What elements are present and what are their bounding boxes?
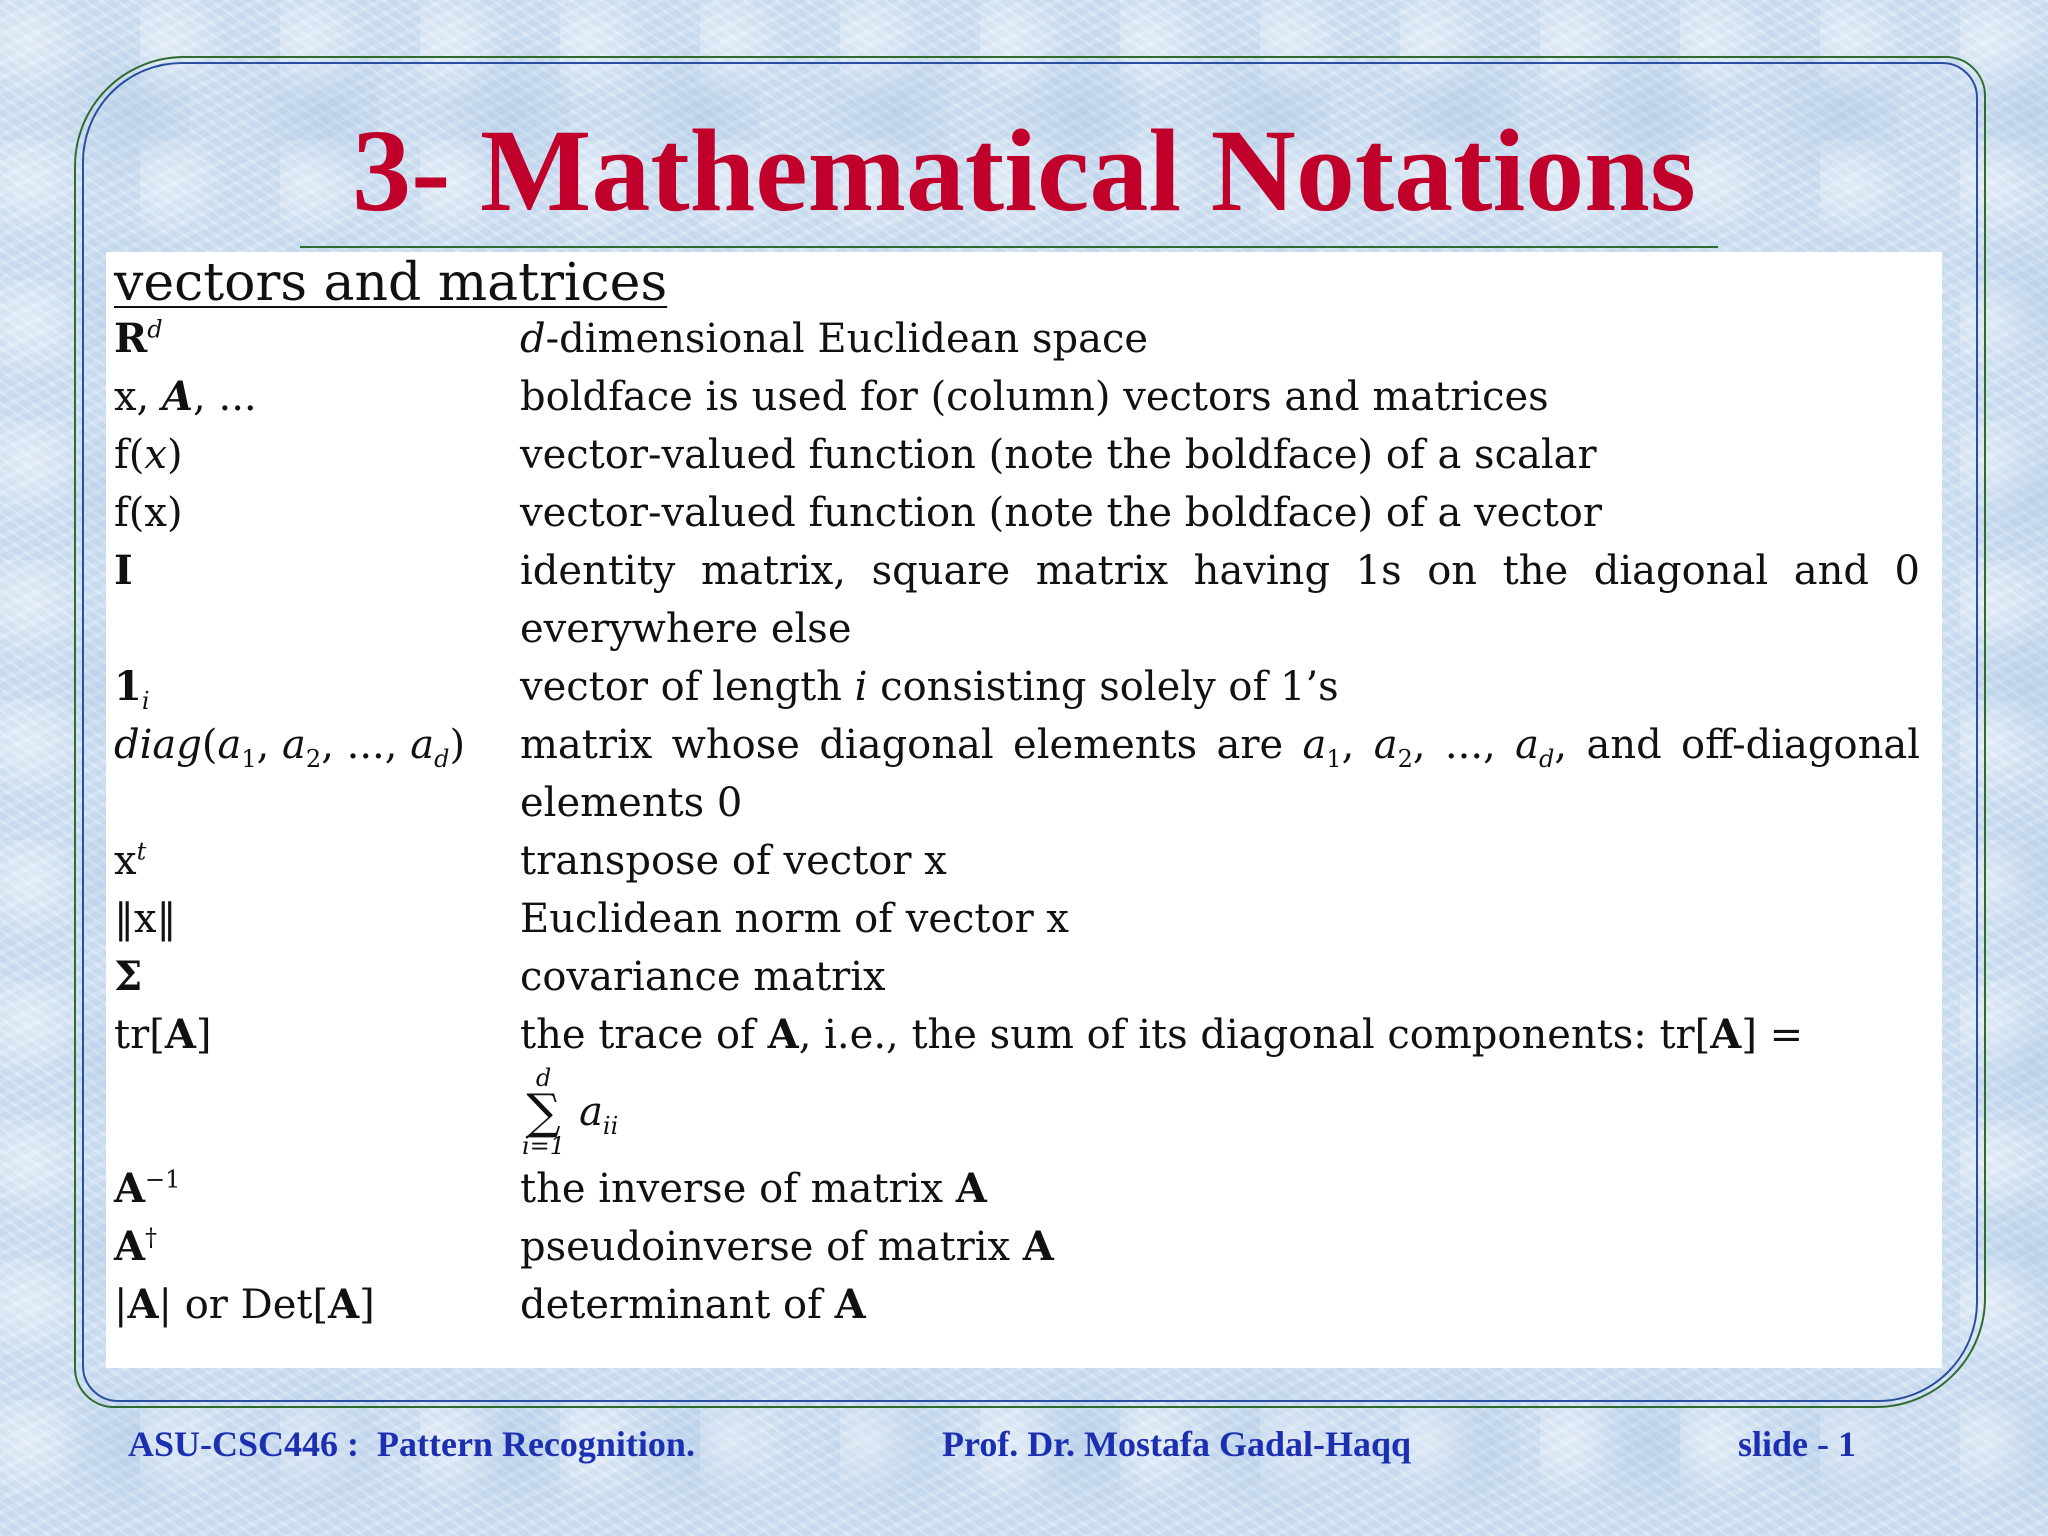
notation-description: vector of length i consisting solely of 1’s xyxy=(520,664,1339,710)
notation-description: matrix whose diagonal elements are $a_1$, $a_2$, ..., $a_d$, and off-diagonal elements 0 xyxy=(520,722,1920,826)
notation-row xyxy=(114,716,1926,832)
notation-symbol: $A^{-1}$ xyxy=(114,1165,181,1212)
notation-description: covariance matrix xyxy=(520,954,886,1000)
notation-symbol: f(x) xyxy=(114,432,183,478)
notation-symbol: I xyxy=(114,547,133,594)
notation-row xyxy=(114,484,1926,542)
slide-title: 3- Mathematical Notations xyxy=(352,105,1696,236)
title-underline xyxy=(300,246,1718,248)
notation-row xyxy=(114,1160,1926,1218)
notation-description: the inverse of matrix A xyxy=(520,1165,987,1212)
notation-row xyxy=(114,542,1926,658)
notation-symbol: $R^d$ xyxy=(114,315,163,362)
notation-symbol: A† xyxy=(114,1223,158,1270)
notation-description: boldface is used for (column) vectors and matrices xyxy=(520,374,1549,420)
notation-table xyxy=(106,252,1942,1368)
notation-symbol: ‖x‖ xyxy=(114,896,177,942)
notation-description: pseudoinverse of matrix A xyxy=(520,1223,1054,1270)
notation-symbol: $diag(a_1$, $a_2$, ..., $a_d$) xyxy=(114,722,466,773)
footer-slide-number: slide - 1 xyxy=(1738,1424,1857,1464)
notation-symbol: f(x) xyxy=(114,490,183,536)
notation-row xyxy=(114,310,1926,368)
summation: d ∑ i=1 xyxy=(522,1064,566,1160)
notation-description: Euclidean norm of vector x xyxy=(520,896,1069,942)
notation-description: the trace of A, i.e., the sum of its diagonal components: tr[A] = d ∑ i=1 $a_{ii}$ xyxy=(520,1011,1804,1160)
notation-row xyxy=(114,1006,1926,1160)
section-heading: vectors and matrices xyxy=(114,253,668,313)
notation-description: vector-valued function (note the boldface) of a scalar xyxy=(520,432,1597,478)
notation-rows xyxy=(114,310,1926,1334)
notation-description: vector-valued function (note the boldface) of a vector xyxy=(520,490,1602,536)
notation-description: d-dimensional Euclidean space xyxy=(520,316,1149,362)
footer-course: ASU-CSC446 : Pattern Recognition. xyxy=(128,1424,695,1464)
notation-description: identity matrix, square matrix having 1s on the diagonal and 0 everywhere else xyxy=(520,548,1920,652)
footer-author: Prof. Dr. Mostafa Gadal-Haqq xyxy=(942,1424,1412,1464)
notation-symbol: x, A, ... xyxy=(114,373,257,420)
notation-row xyxy=(114,368,1926,426)
notation-row xyxy=(114,426,1926,484)
notation-description: transpose of vector x xyxy=(520,838,947,884)
summation-term: $a_{ii}$ xyxy=(579,1089,619,1140)
notation-symbol: |A| or Det[A] xyxy=(114,1281,375,1328)
notation-symbol: $x^t$ xyxy=(114,837,147,884)
notation-row xyxy=(114,1276,1926,1334)
notation-description: determinant of A xyxy=(520,1281,866,1328)
notation-symbol: tr[A] xyxy=(114,1011,212,1058)
notation-row xyxy=(114,1218,1926,1276)
notation-row xyxy=(114,832,1926,890)
notation-row xyxy=(114,948,1926,1006)
notation-symbol: $1_i$ xyxy=(114,663,150,715)
notation-row xyxy=(114,658,1926,716)
notation-symbol: Σ xyxy=(114,953,143,1000)
notation-row xyxy=(114,890,1926,948)
